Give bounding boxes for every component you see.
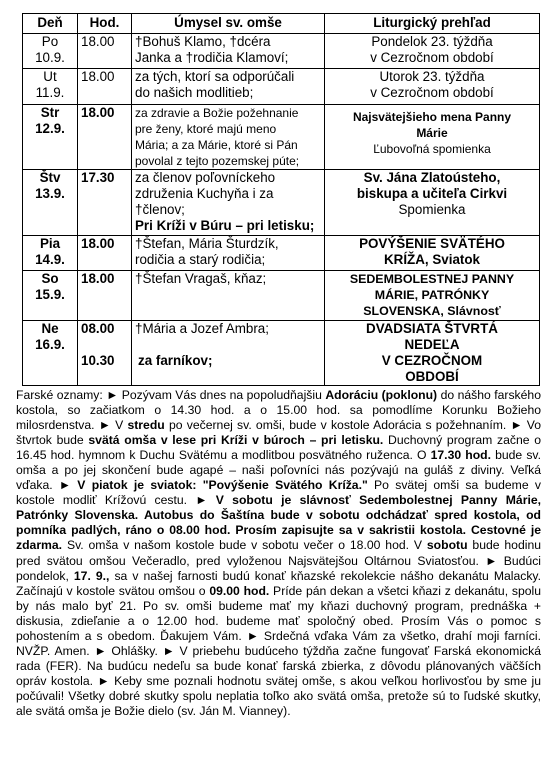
announcement-bold-run: svätá omša v lese pri Kríži v búroch – pri letisku. xyxy=(88,433,384,448)
announcement-text-run: bude sv. omša a po jej skončení bude agapé – naši poľovníci nás pozývajú na guláš z diviny. Veľká vďaka. ► xyxy=(16,448,541,493)
announcement-bold-run: 09.00 hod. xyxy=(209,583,270,598)
day-cell: Str 12.9. xyxy=(23,105,78,170)
intention-cell: za členov poľovníckeho združenia Kuchyňa i za †členov; Pri Kríži v Búru – pri letisku; xyxy=(132,170,325,236)
parish-announcements xyxy=(16,388,541,719)
liturgy-cell: DVADSIATA ŠTVRTÁ NEDEĽA V CEZROČNOM OBDOBÍ xyxy=(325,321,540,386)
table-header-row xyxy=(23,14,540,34)
hour-cell: 18.00 xyxy=(78,105,132,170)
day-cell: Štv 13.9. xyxy=(23,170,78,236)
announcement-text-run: Farské oznamy: ► Pozývam Vás dnes na popoludňajšiu xyxy=(16,388,326,402)
hour-cell: 08.00 10.30 xyxy=(78,321,132,386)
intention-cell: za tých, ktorí sa odporúčali do našich modlitieb; xyxy=(132,69,325,105)
intention-cell: †Bohuš Klamo, †dcéra Janka a †rodičia Klamoví; xyxy=(132,34,325,69)
table-row xyxy=(23,236,540,271)
hour-cell: 17.30 xyxy=(78,170,132,236)
table-row xyxy=(23,105,540,170)
mass-schedule-table xyxy=(22,13,540,386)
day-cell: Po 10.9. xyxy=(23,34,78,69)
liturgy-cell: SEDEMBOLESTNEJ PANNY MÁRIE, PATRÓNKY SLOVENSKA, Slávnosť xyxy=(325,271,540,321)
intention-cell: †Štefan, Mária Šturdzík, rodičia a starý rodičia; xyxy=(132,236,325,271)
header-liturgy: Liturgický prehľad xyxy=(325,14,540,34)
table-row xyxy=(23,69,540,105)
announcement-text-run: do nášho farského kostola, so začiatkom o 14.30 hod. a o 15.00 hod. sa pomodlíme Korunku Božieho milosrdenstva. ► V xyxy=(16,388,541,433)
announcement-bold-run: stredu xyxy=(127,418,165,433)
announcement-bold-run: V piatok je sviatok: "Povýšenie Svätého Kríža." xyxy=(77,478,368,493)
announcement-text-run: bude hodinu pred svätou omšou Večeradlo, pred vyloženou Najsvätejšou Oltárnou Sviatosťou. ► Budúci pondelok, xyxy=(16,538,542,583)
liturgy-cell: Utorok 23. týždňa v Cezročnom období xyxy=(325,69,540,105)
hour-cell: 18.00 xyxy=(78,271,132,321)
intention-cell: za zdravie a Božie požehnanie pre ženy, ktoré majú meno Mária; a za Márie, ktoré si Pán povolal z tejto pozemskej púte; xyxy=(132,105,325,170)
announcement-bold-run: 17.30 hod. xyxy=(430,448,491,463)
header-hour: Hod. xyxy=(78,14,132,34)
table-row xyxy=(23,271,540,321)
hour-cell: 18.00 xyxy=(78,236,132,271)
day-cell: So 15.9. xyxy=(23,271,78,321)
announcement-text-run: sa v našej farnosti budú konať kňazské rekolekcie nášho dekanátu Malacky. Začínajú v kostole svätou omšou o xyxy=(16,568,541,598)
announcement-text-run: Po svätej omši sa budeme v kostole modliť Krížovú cestu. ► xyxy=(16,478,541,508)
header-day: Deň xyxy=(23,14,78,34)
table-row xyxy=(23,321,540,386)
announcement-text-run: Duchovný program začne o 16.45 hod. hymnom k Duchu Svätému a modlitbou posvätného ruženca. O xyxy=(16,433,542,463)
hour-cell: 18.00 xyxy=(78,69,132,105)
announcement-bold-run: V sobotu je slávnosť Sedembolestnej Panny Márie, Patrónky Slovenska. Autobus do Šaštína bude v sobotu odchádzať spred kostola, od pomníka padlých, ráno o 08.00 hod. Prosím zapisujte sa v sakristii kostola. Cestovné je zdarma. xyxy=(16,493,541,553)
table-row xyxy=(23,34,540,69)
intention-cell: †Mária a Jozef Ambra; za farníkov; xyxy=(132,321,325,386)
announcement-text-run: Sv. omša v našom kostole bude v sobotu večer o 18.00 hod. V xyxy=(62,538,427,553)
intention-cell: †Štefan Vragaš, kňaz; xyxy=(132,271,325,321)
announcement-text-run: Príde pán dekan a všetci kňazi z dekanátu, spolu by nás malo byť 21. Po sv. omši budeme mať my kňazi duchovný program, prednáška + diskusia, zdieľanie a o 12.00 hod. budeme mať spoločný obed. Prosím Vás o pomoc s pohostením a s obedom. Ďakujem Vám. ► Srdečná vďaka Vám za všetko, drahí moji farníci. NVŽP. Amen. ► Ohlášky. ► V priebehu budúceho týždňa začne fungovať Farská ekonomická rada (FER). Na budúcu nedeľu sa bude konať farská zbierka, z dôvodu plánovaných väčších opráv kostola. ► Keby sme poznali hodnotu svätej omše, s akou veľkou horlivosťou by sme ju počúvali! Všetky dobré skutky spolu neplatia toľko ako svätá omša, pretože sú to ľudské skutky, ale svätá omša je Božie dielo (sv. Ján M. Vianney). xyxy=(16,583,541,718)
liturgy-cell: Sv. Jána Zlatoústeho, biskupa a učiteľa Cirkvi Spomienka xyxy=(325,170,540,236)
table-row xyxy=(23,170,540,236)
liturgy-cell: POVÝŠENIE SVÄTÉHO KRÍŽA, Sviatok xyxy=(325,236,540,271)
day-cell: Ut 11.9. xyxy=(23,69,78,105)
day-cell: Ne 16.9. xyxy=(23,321,78,386)
liturgy-cell: Pondelok 23. týždňa v Cezročnom období xyxy=(325,34,540,69)
announcement-bold-run: Adoráciu (poklonu) xyxy=(325,388,438,402)
announcement-bold-run: sobotu xyxy=(426,538,468,553)
announcement-text-run: po večernej sv. omši, bude v kostole Adorácia s požehnaním. ► Vo štvrtok bude xyxy=(16,418,542,448)
hour-cell: 18.00 xyxy=(78,34,132,69)
liturgy-cell: Najsvätejšieho mena Panny Márie Ľubovoľná spomienka xyxy=(325,105,540,170)
header-intention: Úmysel sv. omše xyxy=(132,14,325,34)
announcement-bold-run: 17. 9., xyxy=(73,568,110,583)
day-cell: Pia 14.9. xyxy=(23,236,78,271)
